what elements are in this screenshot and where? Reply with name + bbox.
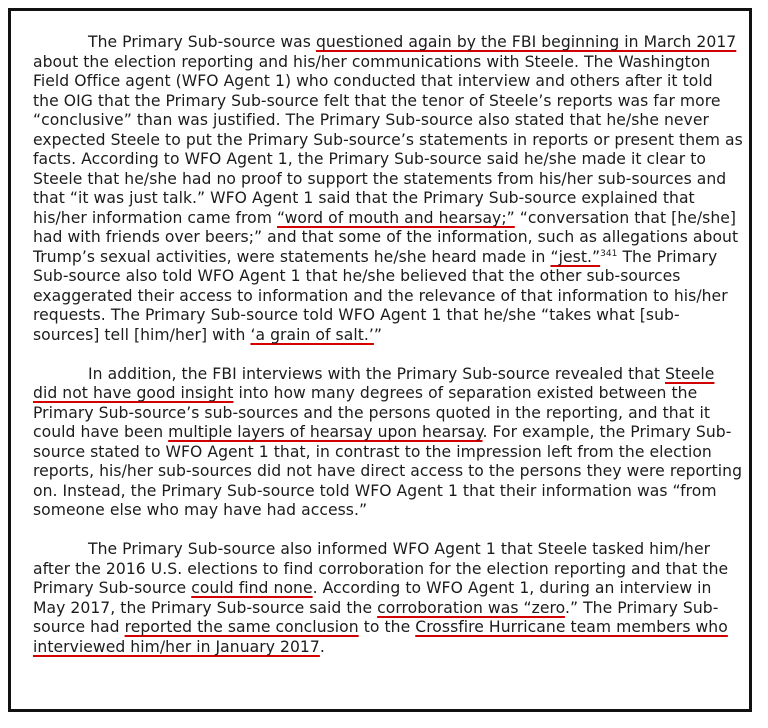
underlined-phrase: multiple layers of hearsay upon hearsay xyxy=(168,423,483,441)
paragraph-text: In addition, the FBI interviews with the Primary Sub-source revealed that xyxy=(88,364,665,383)
paragraph xyxy=(33,365,743,521)
paragraph-text: The Primary Sub-source was xyxy=(88,33,316,51)
underlined-phrase: reported the same conclusion xyxy=(124,618,359,636)
underlined-phrase: could find none xyxy=(191,579,313,597)
paragraph-text: into how many degrees of separation existed between the Primary Sub-source’s sub-sources and the persons quoted in the reporting, and that it could have been xyxy=(33,384,710,441)
paragraph-text: . For example, the Primary Sub-source stated to WFO Agent 1 that, in contrast to the impression left from the election reports, his/her sub-sources did not have direct access to the persons they were reporting on. Instead, the Primary Sub-source told WFO Agent 1 that their information was “from someone else who may have had access.” xyxy=(33,423,743,519)
footnote-marker: 341 xyxy=(600,248,618,259)
underlined-phrase: Crossfire Hurricane team members who interviewed him/her in January 2017 xyxy=(33,618,728,656)
paragraph-text: . xyxy=(319,637,325,656)
underlined-phrase: corroboration was “zero xyxy=(377,598,565,617)
paragraph-text: about the election reporting and his/her communications with Steele. The Washington Field Office agent (WFO Agent 1) who conducted that interview and others after it told the OIG that the Primary Sub-source felt that the tenor of Steele’s reports was far more “conclusive” than was justified. The Primary Sub-source also stated that he/she never expected Steele to put the Primary Sub-source’s statements in reports or present them as facts. According to WFO Agent 1, the Primary Sub-source said he/she made it clear to Steele that he/she had no proof to support the statements from his/her sub-sources and that “it was just talk.” WFO Agent 1 said that the Primary Sub-source explained that his/her information came from xyxy=(33,52,743,227)
paragraph-text: .” The Primary Sub-source had xyxy=(33,598,719,636)
document-frame xyxy=(8,8,752,712)
paragraph xyxy=(33,33,743,345)
underlined-phrase: ‘a grain of salt.’ xyxy=(250,325,374,344)
underlined-phrase: “jest.” xyxy=(550,247,601,266)
paragraph xyxy=(33,540,743,657)
paragraph-text: ” xyxy=(373,325,383,344)
paragraph-text: “conversation that [he/she] had with friends over beers;” and that some of the information, such as allegations about Trump’s sexual activities, were statements he/she heard made in xyxy=(33,208,739,266)
underlined-phrase: “word of mouth and hearsay;” xyxy=(277,208,515,227)
document-body xyxy=(33,33,743,657)
paragraph-text: The Primary Sub-source also informed WFO Agent 1 that Steele tasked him/her after the 2016 U.S. elections to find corroboration for the election reporting and that the Primary Sub-source xyxy=(33,540,729,597)
paragraph-text: to the xyxy=(358,618,416,636)
paragraph-text: . According to WFO Agent 1, during an interview in May 2017, the Primary Sub-source said the xyxy=(33,579,712,617)
underlined-phrase: questioned again by the FBI beginning in March 2017 xyxy=(315,33,737,51)
underlined-phrase: Steele did not have good insight xyxy=(33,364,715,402)
paragraph-text: The Primary Sub-source also told WFO Agent 1 that he/she believed that the other sub-sources exaggerated their access to information and the relevance of that information to his/her requests. The Primary Sub-source told WFO Agent 1 that he/she “takes what [sub-sources] tell [him/her] with xyxy=(33,247,728,344)
